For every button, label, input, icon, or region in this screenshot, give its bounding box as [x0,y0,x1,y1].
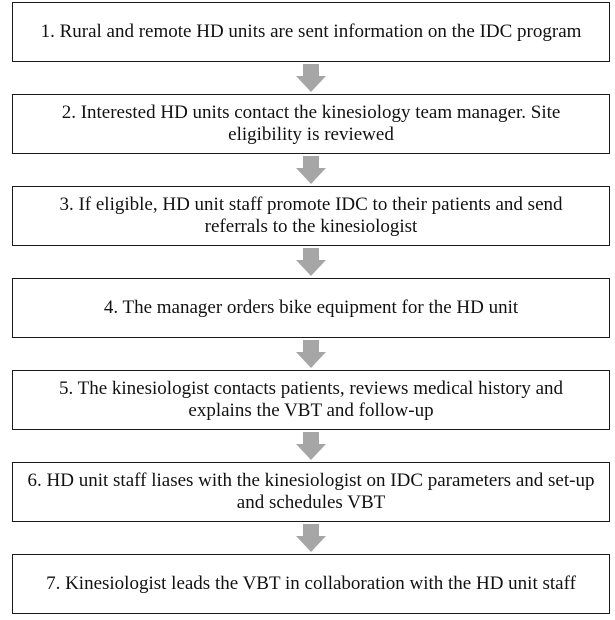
step-6-box [12,462,610,522]
down-arrow-icon [296,524,326,552]
down-arrow-icon [296,432,326,460]
step-1-box [12,2,610,62]
step-2-text: 2. Interested HD units contact the kinesiology team manager. Site eligibility is reviewed [61,102,561,145]
down-arrow-icon [296,156,326,184]
down-arrow-icon [296,248,326,276]
step-4-box [12,278,610,338]
step-6-text: 6. HD unit staff liases with the kinesiologist on IDC parameters and set-up and schedules VBT [27,470,595,513]
step-3-box [12,186,610,246]
step-5-text: 5. The kinesiologist contacts patients, reviews medical history and explains the VBT and follow-up [58,378,564,421]
step-2-box [12,94,610,154]
step-4-text: 4. The manager orders bike equipment for the HD unit [103,297,519,318]
step-1-text: 1. Rural and remote HD units are sent information on the IDC program [40,21,582,42]
step-7-text: 7. Kinesiologist leads the VBT in collaboration with the HD unit staff [46,573,576,594]
step-5-box [12,370,610,430]
step-7-box [12,554,610,614]
step-3-text: 3. If eligible, HD unit staff promote IDC to their patients and send referrals to the kinesiologist [59,194,563,237]
down-arrow-icon [296,64,326,92]
down-arrow-icon [296,340,326,368]
